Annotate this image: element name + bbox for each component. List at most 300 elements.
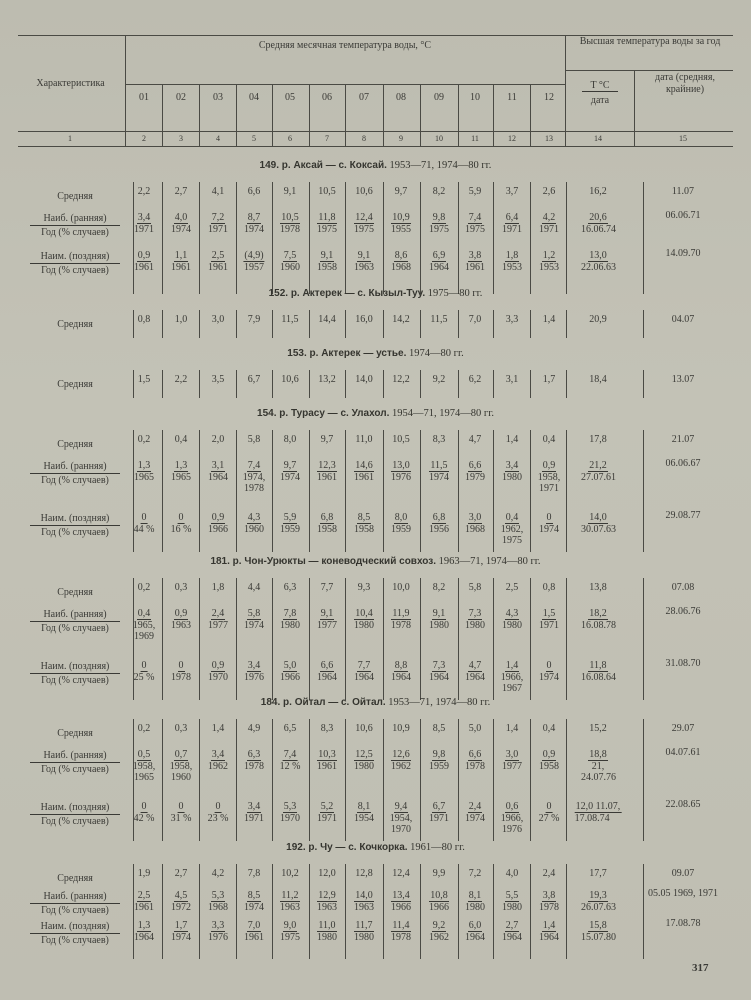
min-value (280, 512, 300, 535)
fraction-value: 8,1 (357, 801, 371, 812)
column-number: 7 (325, 134, 329, 143)
fraction-year: 1963 (317, 902, 337, 913)
max-annual-temp (581, 890, 615, 913)
mean-value: 0,4 (542, 723, 556, 734)
mean-value: 1,9 (137, 868, 151, 879)
column-number: 9 (399, 134, 403, 143)
fraction-value: 9,0 (283, 920, 297, 931)
mean-value: 1,4 (505, 434, 519, 445)
max-value (465, 890, 485, 913)
fraction-year: 1958 (354, 524, 374, 535)
fraction-value: 6,4 (505, 212, 519, 223)
fraction-year: 1964 (539, 932, 559, 943)
mean-value: 10,9 (392, 723, 410, 734)
fraction-year: 1964 (429, 262, 449, 273)
row-label-mean: Средняя (57, 873, 93, 884)
min-value (429, 250, 449, 273)
fraction-year: 1974 (244, 224, 264, 235)
fraction-value: 5,2 (320, 801, 334, 812)
fraction-value: 5,0 (283, 660, 297, 671)
station-title (0, 842, 751, 853)
fraction-year: 1963 (354, 262, 374, 273)
fraction-year: 1961 (134, 262, 154, 273)
mean-value: 6,3 (283, 582, 297, 593)
fraction-value: 0,9 (174, 608, 188, 619)
label-bottom: Год (% случаев) (41, 764, 109, 775)
fraction-year: 1975 (354, 224, 374, 235)
fraction-year: 1974 (244, 620, 264, 631)
min-value (465, 660, 485, 683)
max-value (171, 608, 191, 631)
month-header-05: 05 (285, 92, 295, 103)
mean-value: 9,9 (432, 868, 446, 879)
fraction-year: 1966 (280, 672, 300, 683)
fraction-value: 3,0 (468, 512, 482, 523)
min-annual-date: 22.08.65 (665, 799, 701, 810)
station-name: 149. р. Аксай — с. Коксай. (259, 160, 387, 171)
min-value (134, 512, 155, 535)
max-value (354, 212, 374, 235)
mean-value: 14,2 (392, 314, 410, 325)
fraction-value: 2,5 (137, 890, 151, 901)
mean-value: 10,2 (281, 868, 299, 879)
label-top: Наиб. (ранняя) (30, 749, 120, 763)
fraction-value: 19,3 (589, 890, 607, 901)
fraction-value: 20,6 (589, 212, 607, 223)
mean-value: 14,0 (355, 374, 373, 385)
fraction-year: 1975 (429, 224, 449, 235)
fraction-year: 22.06.63 (581, 262, 616, 273)
max-value (354, 749, 374, 772)
station-name: 153. р. Актерек — устье. (287, 348, 407, 359)
mean-value: 2,7 (174, 868, 188, 879)
fraction-year: 30.07.63 (581, 524, 616, 535)
fraction-year: 23 % (207, 813, 229, 824)
max-value (164, 749, 198, 783)
min-value (244, 660, 264, 683)
mean-value: 1,4 (211, 723, 225, 734)
fraction-year: 1962, 1975 (500, 524, 524, 546)
min-value (391, 250, 411, 273)
fraction-year: 16.08.64 (581, 672, 616, 683)
fraction-value: 10,5 (281, 212, 299, 223)
mean-value: 7,8 (247, 868, 261, 879)
fraction-value: 3,8 (542, 890, 556, 901)
fraction-year: 1953 (502, 262, 522, 273)
min-value (539, 512, 559, 535)
mean-value: 0,4 (542, 434, 556, 445)
min-value (429, 801, 449, 824)
max-value (208, 608, 228, 631)
fraction-year: 1977 (502, 761, 522, 772)
mean-value: 16,0 (355, 314, 373, 325)
mean-annual-max: 17,7 (589, 868, 607, 879)
label-top: Наиб. (ранняя) (30, 608, 120, 622)
mean-annual-date: 07.08 (671, 582, 695, 593)
column-number: 3 (179, 134, 183, 143)
fraction-value: 13,4 (392, 890, 410, 901)
min-value (208, 250, 228, 273)
column-number: 6 (288, 134, 292, 143)
mean-value: 0,3 (174, 723, 188, 734)
month-header-04: 04 (249, 92, 259, 103)
fraction-year: 1976 (208, 932, 228, 943)
mean-value: 6,2 (468, 374, 482, 385)
max-value (465, 212, 485, 235)
min-value (171, 512, 192, 535)
mean-value: 6,5 (283, 723, 297, 734)
fraction-value: 2,4 (468, 801, 482, 812)
mean-value: 2,7 (174, 186, 188, 197)
fraction-value: 18,8 (589, 749, 607, 760)
fraction-year: 1978 (391, 932, 411, 943)
column-number: 12 (508, 134, 516, 143)
fraction-year: 1968 (465, 524, 485, 535)
fraction-value: 0,9 (211, 512, 225, 523)
fraction-value: 9,4 (394, 801, 408, 812)
max-value (244, 890, 264, 913)
min-value (354, 660, 374, 683)
max-annual-temp (581, 749, 615, 783)
min-value (354, 250, 374, 273)
fraction-value: 8,5 (357, 512, 371, 523)
min-annual-temp (581, 250, 615, 273)
max-value (539, 212, 559, 235)
fraction-year: 1971 (208, 224, 228, 235)
min-annual-temp (581, 512, 615, 535)
page-number: 317 (692, 962, 709, 974)
label-bottom: Год (% случаев) (41, 905, 109, 916)
fraction-value: 0,7 (174, 749, 188, 760)
fraction-value: 4,3 (505, 608, 519, 619)
fraction-year: 1971 (539, 620, 559, 631)
fraction-year: 1972 (171, 902, 191, 913)
label-bottom: Год (% случаев) (41, 475, 109, 486)
max-annual-temp (581, 460, 615, 483)
fraction-value: 8,8 (394, 660, 408, 671)
fraction-year: 1961 (317, 761, 337, 772)
fraction-year: 1966 (208, 524, 228, 535)
station-title (0, 408, 751, 419)
min-value (354, 920, 374, 943)
row-label-max (30, 749, 120, 776)
mean-value: 5,8 (247, 434, 261, 445)
month-header-06: 06 (322, 92, 332, 103)
fraction-value: 1,7 (174, 920, 188, 931)
mean-value: 7,2 (468, 868, 482, 879)
min-value (539, 660, 559, 683)
min-annual-date: 17.08.78 (665, 918, 701, 929)
mean-value: 0,2 (137, 723, 151, 734)
fraction-year: 16.08.78 (581, 620, 616, 631)
min-value (495, 801, 529, 835)
station-period: 1961—80 гг. (410, 842, 465, 853)
fraction-year: 1980 (465, 620, 485, 631)
column-number: 10 (435, 134, 443, 143)
fraction-year: 1980 (429, 620, 449, 631)
max-value (171, 460, 191, 483)
fraction-value: 0,9 (137, 250, 151, 261)
mean-value: 4,1 (211, 186, 225, 197)
month-header-10: 10 (470, 92, 480, 103)
fraction-value: 9,8 (432, 749, 446, 760)
fraction-value: 3,3 (211, 920, 225, 931)
fraction-value: 12,4 (355, 212, 373, 223)
mean-value: 1,4 (542, 314, 556, 325)
min-value (244, 920, 264, 943)
station-name: 152. р. Актерек — с. Кызыл-Туу. (268, 288, 426, 299)
fraction-value: 0,4 (505, 512, 519, 523)
fraction-year: 1958 (539, 761, 559, 772)
max-value (127, 749, 161, 783)
fraction-value: 8,6 (394, 250, 408, 261)
max-value (391, 890, 411, 913)
max-value (208, 890, 228, 913)
fraction-value: 9,1 (357, 250, 371, 261)
fraction-value: 5,3 (283, 801, 297, 812)
max-value (280, 460, 300, 483)
row-label-max (30, 212, 120, 239)
mean-value: 8,0 (283, 434, 297, 445)
mean-value: 5,0 (468, 723, 482, 734)
month-header-08: 08 (396, 92, 406, 103)
fraction-value: 6,8 (320, 512, 334, 523)
mean-annual-max: 16,2 (589, 186, 607, 197)
mean-annual-date: 13.07 (671, 374, 695, 385)
fraction-year: 1955 (391, 224, 411, 235)
mean-value: 9,1 (283, 186, 297, 197)
fraction-year: 1971 (244, 813, 264, 824)
fraction-value: 1,4 (542, 920, 556, 931)
min-value (244, 801, 264, 824)
max-value (391, 608, 411, 631)
column-number: 1 (68, 134, 72, 143)
max-value (208, 460, 228, 483)
min-annual-temp (581, 660, 615, 683)
fraction-year: 1980 (502, 902, 522, 913)
column-number: 2 (142, 134, 146, 143)
fraction-value: 6,8 (432, 512, 446, 523)
fraction-value: 5,3 (211, 890, 225, 901)
max-value (429, 890, 449, 913)
fraction-year: 1980 (354, 620, 374, 631)
max-value (391, 460, 411, 483)
fraction-year: 1980 (317, 932, 337, 943)
month-header-03: 03 (213, 92, 223, 103)
mean-value: 12,4 (392, 868, 410, 879)
max-value (465, 749, 485, 772)
label-bottom: Год (% случаев) (41, 675, 109, 686)
fraction-value: 0,4 (137, 608, 151, 619)
fraction-year: 1974 (244, 902, 264, 913)
mean-value: 1,8 (211, 582, 225, 593)
fraction-value: 8,5 (247, 890, 261, 901)
mean-value: 10,6 (281, 374, 299, 385)
fraction-value: 12,9 (318, 890, 336, 901)
row-label-min (30, 920, 120, 947)
mean-value: 6,6 (247, 186, 261, 197)
fraction-value: 1,1 (174, 250, 188, 261)
fraction-value: 11,8 (318, 212, 336, 223)
fraction-value: 0,9 (211, 660, 225, 671)
max-value (391, 749, 411, 772)
fraction-value: 3,4 (247, 660, 261, 671)
mean-value: 11,5 (430, 314, 448, 325)
min-value (502, 250, 522, 273)
fraction-value: 1,4 (505, 660, 519, 671)
max-value (171, 212, 191, 235)
fraction-year: 1961 (317, 472, 337, 483)
mean-value: 2,5 (505, 582, 519, 593)
fraction-year: 1958, 1965 (132, 761, 156, 783)
label-bottom: Год (% случаев) (41, 227, 109, 238)
max-value (391, 212, 411, 235)
fraction-value: 0 (215, 801, 221, 812)
min-value (429, 660, 449, 683)
fraction-value: 1,3 (137, 460, 151, 471)
fraction-year: 1980 (465, 902, 485, 913)
mean-value: 3,0 (211, 314, 225, 325)
fraction-value: 7,3 (468, 608, 482, 619)
row-label-min (30, 801, 120, 828)
fraction-year: 1968 (391, 262, 411, 273)
column-number: 4 (216, 134, 220, 143)
station-name: 154. р. Турасу — с. Улахол. (257, 408, 390, 419)
fraction-value: 3,4 (505, 460, 519, 471)
fraction-value: 11,0 (318, 920, 336, 931)
column-number: 15 (679, 134, 687, 143)
row-label-mean: Средняя (57, 728, 93, 739)
mean-annual-max: 18,4 (589, 374, 607, 385)
column-number: 11 (471, 134, 479, 143)
fraction-year: 1978 (171, 672, 191, 683)
fraction-year: 21, 24.07.76 (581, 761, 616, 783)
fraction-value: 14,6 (355, 460, 373, 471)
tmax-header (572, 80, 628, 106)
fraction-value: 0 (546, 801, 552, 812)
label-top: Наим. (поздняя) (30, 250, 120, 264)
mean-annual-max: 17,8 (589, 434, 607, 445)
min-value (539, 250, 559, 273)
fraction-year: 1966 (391, 902, 411, 913)
min-annual-date: 29.08.77 (665, 510, 701, 521)
fraction-value: (4,9) (244, 250, 264, 261)
fraction-year: 27 % (538, 813, 560, 824)
fraction-year: 1958, 1971 (537, 472, 561, 494)
fraction-year: 1961 (134, 902, 154, 913)
fraction-year: 1975 (280, 932, 300, 943)
fraction-value: 4,0 (174, 212, 188, 223)
fraction-value: 11,4 (392, 920, 410, 931)
month-header-01: 01 (139, 92, 149, 103)
mean-value: 11,0 (355, 434, 373, 445)
fraction-value: 5,5 (505, 890, 519, 901)
fraction-year: 1959 (280, 524, 300, 535)
fraction-year: 1965 (171, 472, 191, 483)
max-value (280, 608, 300, 631)
fraction-year: 31 % (170, 813, 192, 824)
min-annual-temp (581, 920, 615, 943)
label-top: Наиб. (ранняя) (30, 212, 120, 226)
fraction-value: 7,4 (247, 460, 261, 471)
fraction-year: 1974 (171, 224, 191, 235)
mean-value: 3,5 (211, 374, 225, 385)
row-label-mean: Средняя (57, 191, 93, 202)
fraction-year: 1962 (391, 761, 411, 772)
label-bottom: Год (% случаев) (41, 816, 109, 827)
min-value (171, 920, 191, 943)
fraction-year: 1959 (429, 761, 449, 772)
max-value (539, 749, 559, 772)
fraction-value: 9,2 (432, 920, 446, 931)
fraction-year: 1953 (539, 262, 559, 273)
station-name: 184. р. Ойтал — с. Ойтал. (260, 697, 386, 708)
max-value (134, 212, 154, 235)
max-value (317, 460, 337, 483)
max-value (280, 212, 300, 235)
mean-value: 2,2 (174, 374, 188, 385)
fraction-year: 1954, 1970 (389, 813, 413, 835)
min-annual-temp (575, 801, 622, 824)
max-value (237, 460, 271, 494)
fraction-year: 1963 (354, 902, 374, 913)
mean-value: 9,7 (320, 434, 334, 445)
fraction-value: 0 (141, 512, 147, 523)
row-label-min (30, 660, 120, 687)
max-annual-date: 06.06.67 (665, 458, 701, 469)
fraction-year: 1964 (317, 672, 337, 683)
fraction-value: 6,3 (247, 749, 261, 760)
min-value (539, 801, 560, 824)
max-value (465, 460, 485, 483)
max-value (502, 890, 522, 913)
fraction-year: 1975 (317, 224, 337, 235)
fraction-year: 1954 (354, 813, 374, 824)
fraction-value: 12,6 (392, 749, 410, 760)
min-value (391, 512, 411, 535)
station-title (0, 288, 751, 299)
fraction-year: 1968 (208, 902, 228, 913)
min-value (317, 512, 337, 535)
fraction-value: 3,8 (468, 250, 482, 261)
mean-value: 11,5 (281, 314, 299, 325)
mean-value: 8,3 (432, 434, 446, 445)
fraction-year: 1976 (244, 672, 264, 683)
fraction-year: 1962 (208, 761, 228, 772)
fraction-year: 1977 (208, 620, 228, 631)
min-value (134, 801, 155, 824)
min-value (495, 512, 529, 546)
fraction-year: 1958 (317, 262, 337, 273)
mean-value: 4,2 (211, 868, 225, 879)
mean-value: 0,8 (137, 314, 151, 325)
label-bottom: Год (% случаев) (41, 265, 109, 276)
fraction-year: 1971 (134, 224, 154, 235)
fraction-value: 5,9 (283, 512, 297, 523)
fraction-value: 7,3 (432, 660, 446, 671)
station-period: 1953—71, 1974—80 гг. (389, 160, 492, 171)
fraction-year: 1961 (354, 472, 374, 483)
fraction-year: 1974 (465, 813, 485, 824)
fraction-value: 5,8 (247, 608, 261, 619)
fraction-value: 9,8 (432, 212, 446, 223)
max-annual-temp (581, 212, 615, 235)
max-annual-temp (581, 608, 615, 631)
mean-value: 8,5 (432, 723, 446, 734)
row-label-mean: Средняя (57, 379, 93, 390)
mean-value: 7,9 (247, 314, 261, 325)
fraction-year: 1980 (280, 620, 300, 631)
